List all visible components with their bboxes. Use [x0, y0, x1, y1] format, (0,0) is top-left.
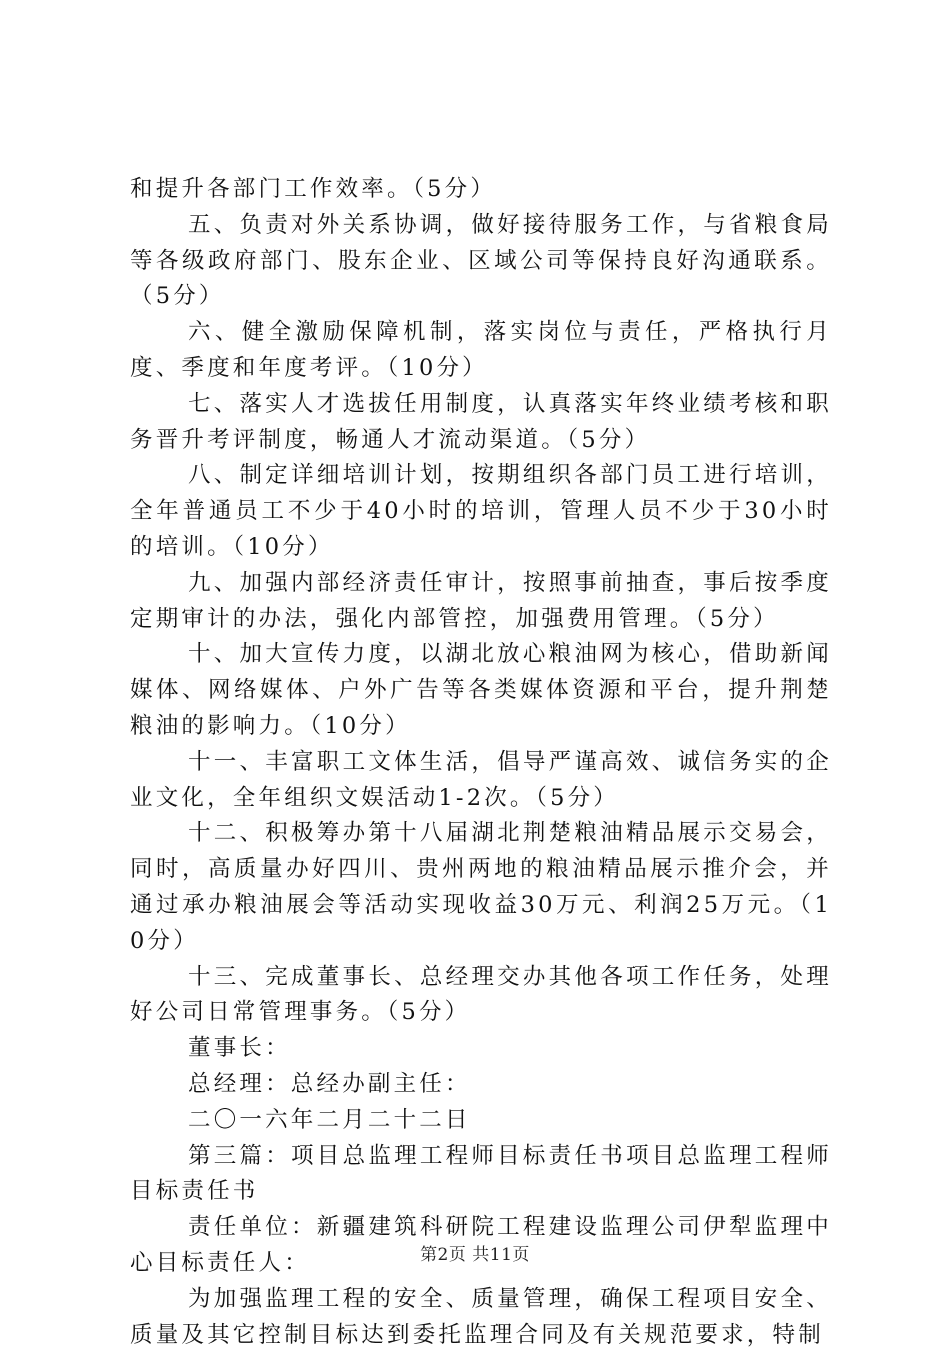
paragraph-1: 和提升各部门工作效率。（5分）	[130, 176, 497, 202]
paragraph-2: 五、负责对外关系协调，做好接待服务工作，与省粮食局等各级政府部门、股东企业、区域公司等保持良好沟通联系。（5分）	[130, 211, 832, 310]
responsible-unit: 责任单位：新疆建筑科研院工程建设监理公司伊犁监理中心目标责任人：	[130, 1214, 832, 1276]
paragraph-3: 六、健全激励保障机制，落实岗位与责任，严格执行月度、季度和年度考评。（10分）	[130, 319, 832, 381]
paragraph-intro: 为加强监理工程的安全、质量管理，确保工程项目安全、质量及其它控制目标达到委托监理合同及有关规范要求，特制	[130, 1285, 832, 1348]
paragraph-5: 八、制定详细培训计划，按期组织各部门员工进行培训，全年普通员工不少于40小时的培训，管理人员不少于30小时的培训。（10分）	[130, 462, 832, 560]
paragraph-4: 七、落实人才选拔任用制度，认真落实年终业绩考核和职务晋升考评制度，畅通人才流动渠道。（5分）	[130, 390, 832, 453]
section-heading: 第三篇：项目总监理工程师目标责任书项目总监理工程师目标责任书	[130, 1142, 832, 1205]
document-body	[130, 172, 832, 1353]
document-date: 二〇一六年二月二十二日	[188, 1106, 471, 1133]
signature-chairman: 董事长：	[188, 1035, 291, 1062]
paragraph-8: 十一、丰富职工文体生活，倡导严谨高效、诚信务实的企业文化，全年组织文娱活动1-2次。（5分）	[130, 748, 832, 811]
paragraph-10: 十三、完成董事长、总经理交办其他各项工作任务，处理好公司日常管理事务。（5分）	[130, 963, 832, 1026]
paragraph-9: 十二、积极筹办第十八届湖北荆楚粮油精品展示交易会，同时，高质量办好四川、贵州两地的粮油精品展示推介会，并通过承办粮油展会等活动实现收益30万元、利润25万元。（10分）	[130, 820, 832, 954]
paragraph-7: 十、加大宣传力度，以湖北放心粮油网为核心，借助新闻媒体、网络媒体、户外广告等各类媒体资源和平台，提升荆楚粮油的影响力。（10分）	[130, 641, 832, 739]
page-number: 第2页 共11页	[420, 1245, 530, 1265]
signature-manager: 总经理：总经办副主任：	[188, 1070, 471, 1097]
paragraph-6: 九、加强内部经济责任审计，按照事前抽查，事后按季度定期审计的办法，强化内部管控，加强费用管理。（5分）	[130, 569, 832, 632]
